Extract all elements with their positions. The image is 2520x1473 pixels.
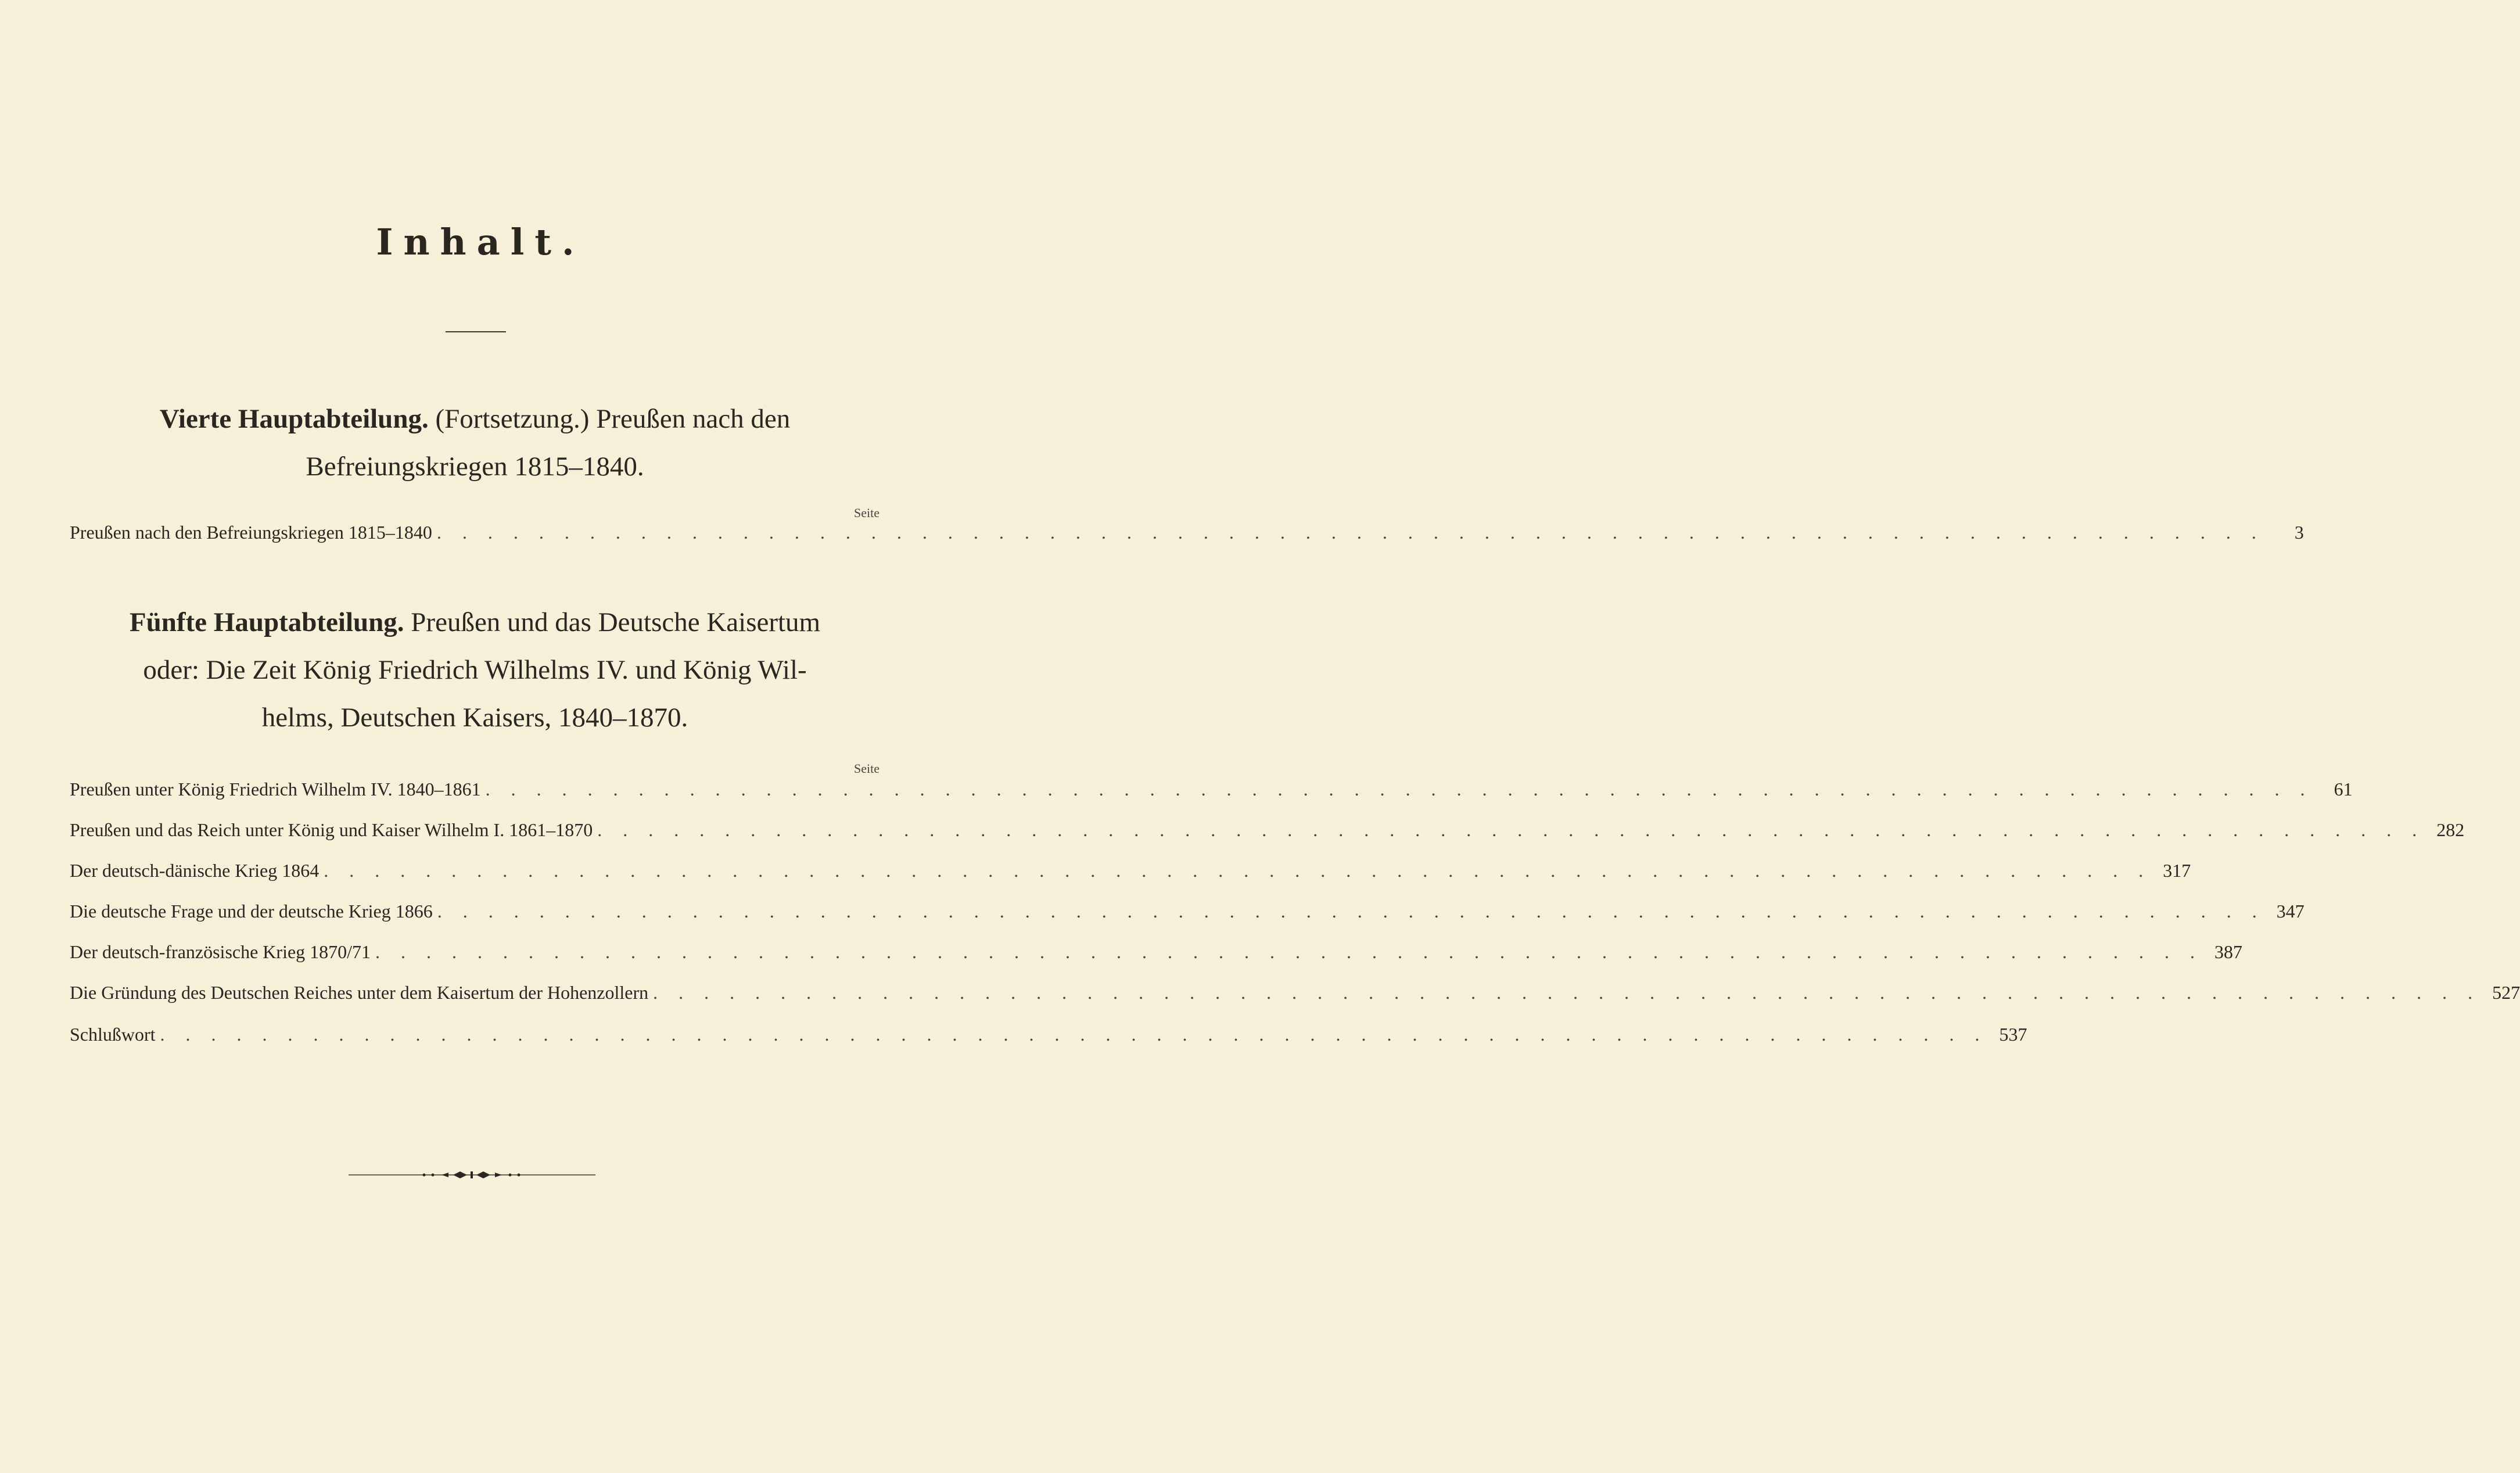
section-heading-rest: Preußen und das Deutsche Kaisertum bbox=[404, 607, 821, 637]
page-title: Inhalt. bbox=[376, 221, 585, 263]
dot-leader: . . . . . . . . . . . . . . . . . . . . . . . . . . . . . . . . . . . . . . . . . . . . . . . . . . . . . . . . . . . . . . . . . . . . . . . . bbox=[485, 779, 2313, 800]
toc-entry[interactable] bbox=[70, 901, 2304, 926]
dot-leader: . . . . . . . . . . . . . . . . . . . . . . . . . . . . . . . . . . . . . . . . . . . . . . . . . . . . . . . . . . . . . . . . . . . . . . . . bbox=[653, 982, 2481, 1003]
toc-entry-page: 527 bbox=[2492, 982, 2520, 1003]
toc-entry[interactable] bbox=[70, 779, 2353, 804]
section-heading-lead: Vierte Hauptabteilung. bbox=[159, 404, 429, 434]
toc-entry-title: Der deutsch-französische Krieg 1870/71 bbox=[70, 941, 371, 962]
dot-leader: . . . . . . . . . . . . . . . . . . . . . . . . . . . . . . . . . . . . . . . . . . . . . . . . . . . . . . . . . . . . . . . . . . . . . . . . bbox=[437, 901, 2265, 922]
toc-entry[interactable] bbox=[70, 982, 2520, 1008]
toc-entry[interactable] bbox=[70, 1024, 2027, 1049]
toc-entry-title: Preußen nach den Befreiungskriegen 1815–1840 bbox=[70, 522, 432, 543]
dot-leader: . . . . . . . . . . . . . . . . . . . . . . . . . . . . . . . . . . . . . . . . . . . . . . . . . . . . . . . . . . . . . . . . . . . . . . . . bbox=[324, 860, 2152, 881]
seite-label: Seite bbox=[854, 761, 880, 776]
dot-leader: . . . . . . . . . . . . . . . . . . . . . . . . . . . . . . . . . . . . . . . . . . . . . . . . . . . . . . . . . . . . . . . . . . . . . . . . bbox=[375, 941, 2203, 962]
closing-ornament bbox=[349, 1168, 595, 1182]
toc-entry-page: 317 bbox=[2163, 860, 2191, 881]
toc-entry-title: Der deutsch-dänische Krieg 1864 bbox=[70, 860, 320, 881]
section-heading-lead: Fünfte Hauptabteilung. bbox=[129, 607, 404, 637]
toc-entry-page: 61 bbox=[2334, 779, 2353, 800]
toc-entry[interactable] bbox=[70, 819, 2465, 845]
dot-leader: . . . . . . . . . . . . . . . . . . . . . . . . . . . . . . . . . . . . . . . . . . . . . . . . . . . . . . . . . . . . . . . . . . . . . . . . bbox=[436, 522, 2264, 543]
toc-entry[interactable] bbox=[70, 941, 2243, 967]
toc-entry[interactable] bbox=[70, 860, 2191, 886]
section-heading-rest: (Fortsetzung.) Preußen nach den bbox=[428, 404, 791, 434]
toc-entry-title: Preußen und das Reich unter König und Kaiser Wilhelm I. 1861–1870 bbox=[70, 819, 593, 840]
section-heading-fuenfte bbox=[70, 598, 880, 741]
toc-entry-title: Preußen unter König Friedrich Wilhelm IV. 1840–1861 bbox=[70, 779, 481, 800]
dot-leader: . . . . . . . . . . . . . . . . . . . . . . . . . . . . . . . . . . . . . . . . . . . . . . . . . . . . . . . . . . . . . . . . . . . . . . . . bbox=[597, 819, 2425, 840]
toc-entry-page: 347 bbox=[2276, 901, 2304, 922]
toc-entry-page: 3 bbox=[2294, 522, 2304, 543]
toc-entry-page: 387 bbox=[2214, 941, 2243, 962]
toc-entry-page: 537 bbox=[1999, 1024, 2027, 1045]
toc-entry-title: Die Gründung des Deutschen Reiches unter dem Kaisertum der Hohenzollern bbox=[70, 982, 649, 1003]
toc-entry[interactable] bbox=[70, 522, 2304, 547]
seite-label: Seite bbox=[854, 506, 880, 520]
dot-leader: . . . . . . . . . . . . . . . . . . . . . . . . . . . . . . . . . . . . . . . . . . . . . . . . . . . . . . . . . . . . . . . . . . . . . . . . bbox=[160, 1024, 1988, 1045]
section-heading-line bbox=[70, 395, 880, 443]
section-heading-line: helms, Deutschen Kaisers, 1840–1870. bbox=[261, 703, 688, 733]
toc-entry-title: Die deutsche Frage und der deutsche Krieg 1866 bbox=[70, 901, 433, 922]
title-rule bbox=[446, 331, 506, 332]
toc-entry-title: Schlußwort bbox=[70, 1024, 156, 1045]
toc-entry-page: 282 bbox=[2436, 819, 2465, 840]
section-heading-line: oder: Die Zeit König Friedrich Wilhelms IV. und König Wil- bbox=[143, 655, 807, 685]
section-heading-line bbox=[70, 598, 880, 646]
section-heading-line: Befreiungskriegen 1815–1840. bbox=[306, 451, 644, 482]
section-heading-vierte bbox=[70, 395, 880, 490]
